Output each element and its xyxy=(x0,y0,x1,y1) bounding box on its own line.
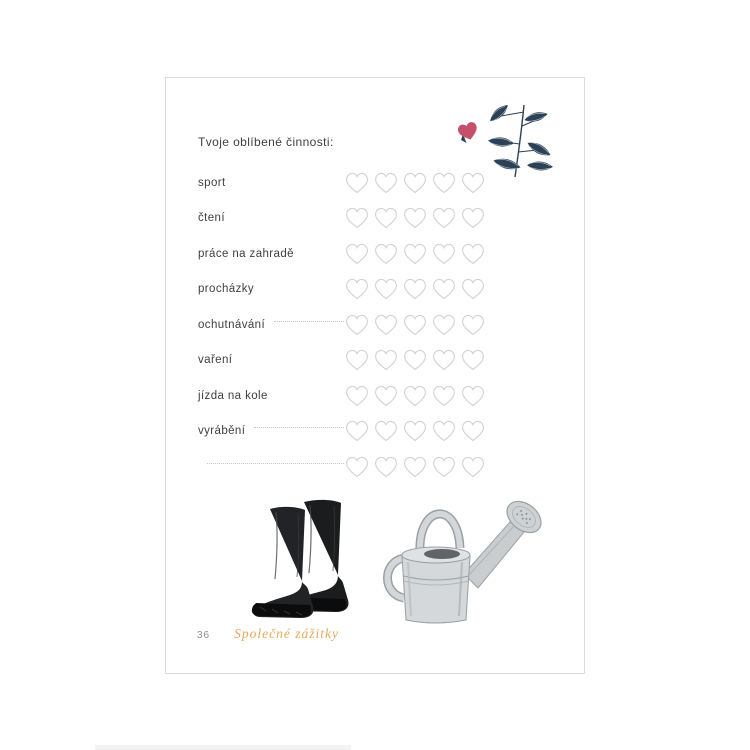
heart-outline-icon xyxy=(431,455,457,479)
heart-outline-icon xyxy=(460,384,486,408)
rating-hearts xyxy=(344,348,489,372)
heart-outline-icon xyxy=(373,384,399,408)
heart-outline-icon xyxy=(460,171,486,195)
heart-outline-icon xyxy=(460,277,486,301)
heart-outline-icon xyxy=(402,384,428,408)
heart-outline-icon xyxy=(373,206,399,230)
heart-outline-icon xyxy=(344,277,370,301)
heart-outline-icon xyxy=(431,277,457,301)
activity-row xyxy=(198,312,554,338)
activity-row xyxy=(198,383,554,409)
heart-outline-icon xyxy=(460,206,486,230)
activity-label: vyrábění xyxy=(198,425,246,438)
journal-page xyxy=(165,77,585,674)
activity-row xyxy=(198,170,554,196)
rating-hearts xyxy=(344,419,489,443)
heart-outline-icon xyxy=(402,348,428,372)
heart-outline-icon xyxy=(402,242,428,266)
rating-hearts xyxy=(344,384,489,408)
heart-outline-icon xyxy=(373,171,399,195)
heart-outline-icon xyxy=(373,419,399,443)
heart-outline-icon xyxy=(431,242,457,266)
heart-outline-icon xyxy=(344,206,370,230)
heart-outline-icon xyxy=(373,242,399,266)
activity-label: vaření xyxy=(198,354,233,367)
heart-outline-icon xyxy=(402,419,428,443)
activity-row xyxy=(198,205,554,231)
heart-outline-icon xyxy=(344,419,370,443)
dotted-fill-in-line xyxy=(254,427,344,428)
heart-outline-icon xyxy=(431,171,457,195)
leafy-sprig-icon xyxy=(484,98,554,178)
activity-label: procházky xyxy=(198,283,255,296)
rating-hearts xyxy=(344,242,489,266)
heart-outline-icon xyxy=(373,277,399,301)
heart-outline-icon xyxy=(460,242,486,266)
rating-hearts xyxy=(344,455,489,479)
activity-row xyxy=(198,241,554,267)
heart-outline-icon xyxy=(431,384,457,408)
rubber-boots-illustration xyxy=(246,499,358,621)
heart-outline-icon xyxy=(460,455,486,479)
page-footer xyxy=(197,626,339,642)
heart-outline-icon xyxy=(344,242,370,266)
activity-row xyxy=(198,418,554,444)
watering-can-illustration xyxy=(378,492,548,628)
heart-outline-icon xyxy=(373,455,399,479)
heart-outline-icon xyxy=(402,455,428,479)
heart-outline-icon xyxy=(431,206,457,230)
activity-label: sport xyxy=(198,177,226,189)
heart-outline-icon xyxy=(460,313,486,337)
dotted-fill-in-line xyxy=(207,463,344,464)
activity-label: jízda na kole xyxy=(198,389,268,402)
rating-hearts xyxy=(344,313,489,337)
page-number: 36 xyxy=(197,630,211,641)
heart-outline-icon xyxy=(460,419,486,443)
heart-outline-icon xyxy=(460,348,486,372)
page-title: Tvoje oblíbené činnosti: xyxy=(198,135,334,149)
heart-outline-icon xyxy=(344,313,370,337)
heart-outline-icon xyxy=(344,384,370,408)
small-pink-heart-icon xyxy=(452,119,484,147)
heart-outline-icon xyxy=(431,348,457,372)
heart-outline-icon xyxy=(431,313,457,337)
activity-row xyxy=(198,276,554,302)
activity-row xyxy=(198,454,554,480)
heart-outline-icon xyxy=(402,171,428,195)
rating-hearts xyxy=(344,277,489,301)
heart-outline-icon xyxy=(402,206,428,230)
heart-outline-icon xyxy=(373,313,399,337)
activity-label: čtení xyxy=(198,212,225,225)
rating-hearts xyxy=(344,171,489,195)
heart-outline-icon xyxy=(373,348,399,372)
rating-hearts xyxy=(344,206,489,230)
heart-outline-icon xyxy=(402,277,428,301)
heart-outline-icon xyxy=(344,348,370,372)
activity-label: práce na zahradě xyxy=(198,247,294,260)
activity-label: ochutnávání xyxy=(198,318,266,331)
activity-row xyxy=(198,347,554,373)
bottom-edge-artifact xyxy=(95,745,351,750)
heart-outline-icon xyxy=(431,419,457,443)
book-title-script: Společné zážitky xyxy=(234,626,339,641)
heart-outline-icon xyxy=(402,313,428,337)
heart-outline-icon xyxy=(344,455,370,479)
heart-outline-icon xyxy=(344,171,370,195)
dotted-fill-in-line xyxy=(274,321,344,322)
